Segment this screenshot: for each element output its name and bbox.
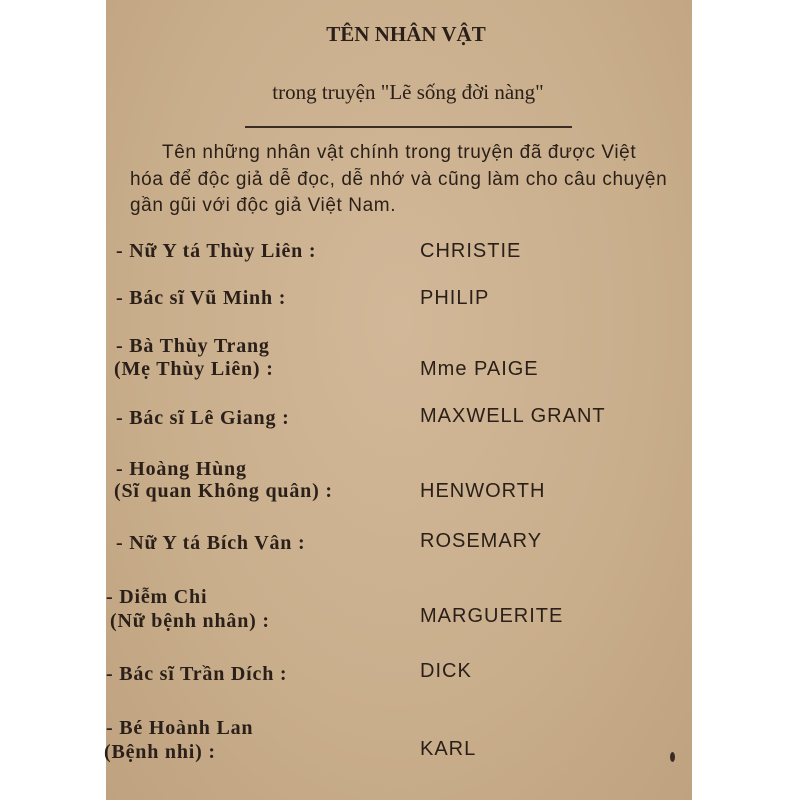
character-vn-name: - Nữ Y tá Thùy Liên :: [116, 240, 317, 262]
intro-line: Tên những nhân vật chính trong truyện đã được Việt: [162, 142, 637, 163]
character-vn-name: - Bé Hoành Lan: [106, 717, 254, 739]
character-original-name: CHRISTIE: [420, 240, 522, 262]
divider-rule: [245, 126, 572, 128]
character-original-name: MAXWELL GRANT: [420, 405, 606, 427]
character-original-name: HENWORTH: [420, 480, 546, 502]
page-subtitle: trong truyện "Lẽ sống đời nàng": [272, 80, 544, 104]
page-title: TÊN NHÂN VẬT: [326, 22, 486, 46]
character-original-name: DICK: [420, 660, 472, 682]
character-vn-name: - Diễm Chi: [106, 586, 208, 608]
book-page: [106, 0, 692, 800]
character-original-name: PHILIP: [420, 287, 490, 309]
character-original-name: MARGUERITE: [420, 605, 564, 627]
character-vn-note: (Mẹ Thùy Liên) :: [114, 358, 274, 380]
ink-mark: [670, 752, 675, 762]
character-vn-name: - Nữ Y tá Bích Vân :: [116, 532, 306, 554]
character-vn-note: (Sĩ quan Không quân) :: [114, 480, 333, 502]
intro-line: gần gũi với độc giả Việt Nam.: [130, 195, 397, 216]
character-vn-name: - Bác sĩ Trần Dích :: [106, 663, 288, 685]
character-original-name: KARL: [420, 738, 477, 760]
character-vn-note: (Bệnh nhi) :: [104, 741, 216, 763]
character-vn-name: - Hoàng Hùng: [116, 458, 247, 480]
character-original-name: Mme PAIGE: [420, 358, 539, 380]
character-vn-note: (Nữ bệnh nhân) :: [110, 610, 270, 632]
intro-line: hóa để độc giả dễ đọc, dễ nhớ và cũng làm cho câu chuyện: [130, 169, 668, 190]
character-vn-name: - Bác sĩ Lê Giang :: [116, 407, 290, 429]
character-vn-name: - Bác sĩ Vũ Minh :: [116, 287, 287, 309]
character-vn-name: - Bà Thùy Trang: [116, 335, 270, 357]
character-original-name: ROSEMARY: [420, 530, 543, 552]
